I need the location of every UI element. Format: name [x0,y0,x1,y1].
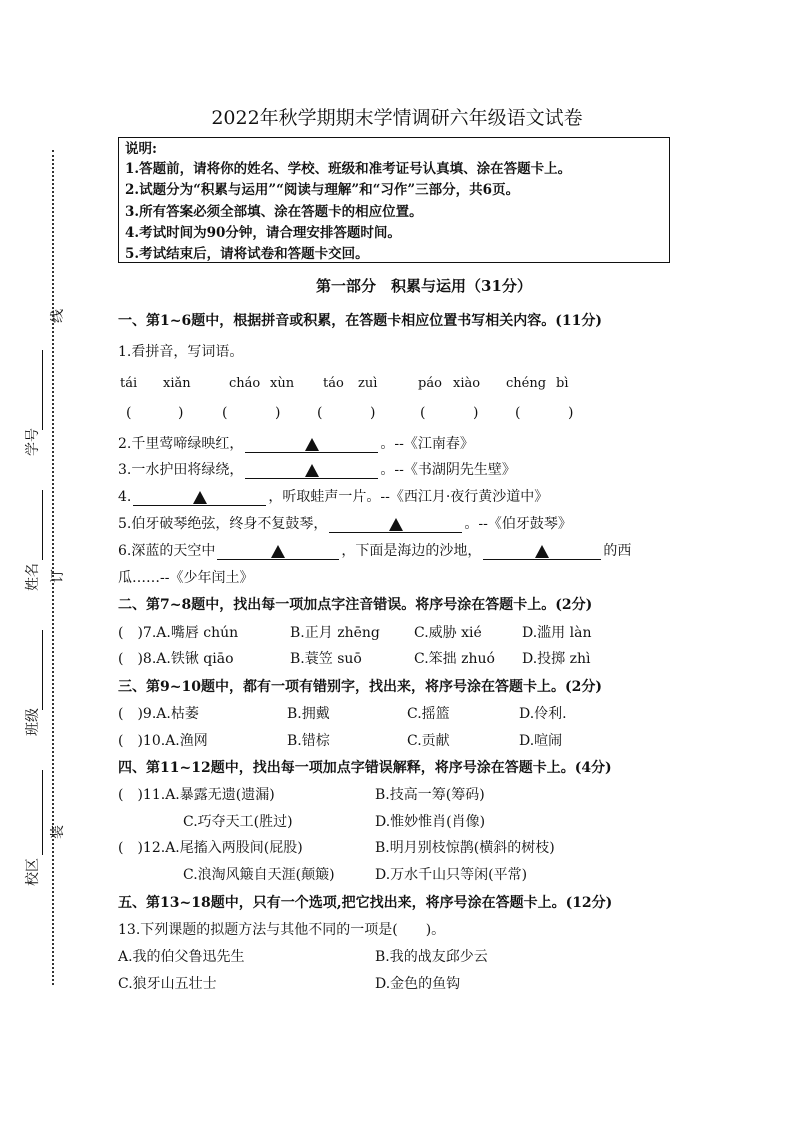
section-5-heading: 五、第13~18题中，只有一个选项,把它找出来，将序号涂在答题卡上。(12分) [118,895,613,911]
q13-option-a: A.我的伯父鲁迅先生 [118,949,245,965]
question-1: 1.看拼音，写词语。 [118,344,244,360]
instruction-item: 5.考试结束后，请将试卷和答题卡交回。 [125,246,369,262]
q10-option-c: C.贡献 [407,733,450,749]
class-underline [42,630,43,710]
q11-option-a: ( )11.A.暴露无遗(遗漏) [118,787,275,803]
answer-paren: ) [370,405,376,421]
answer-paren: ( [317,405,323,421]
section-4-heading: 四、第11~12题中，找出每一项加点字错误解释，将序号涂在答题卡上。(4分) [118,760,612,776]
instruction-item: 2.试题分为“积累与运用”“阅读与理解”和“习作”三部分，共6页。 [125,182,520,198]
q7-option-b: B.正月 zhēng [290,625,380,641]
question-4 [118,488,548,506]
triangle-icon [271,545,285,558]
pinyin: xiǎn [163,376,191,391]
section-3-heading: 三、第9~10题中，都有一项有错别字，找出来，将序号涂在答题卡上。(2分) [118,679,602,695]
student-id-label: 学号 [25,428,41,456]
q10-option-d: D.喧闹 [519,733,563,749]
q5-source: 。--《伯牙鼓琴》 [464,516,572,532]
section-1-heading: 一、第1~6题中，根据拼音或积累，在答题卡相应位置书写相关内容。(11分) [118,313,602,329]
answer-paren: ) [473,405,479,421]
q12-option-c: C.浪淘风簸自天涯(颠簸) [183,867,335,883]
answer-paren: ( [222,405,228,421]
pinyin: páo [418,376,442,391]
name-label: 姓名 [25,563,41,591]
pinyin: tái [120,376,138,391]
instruction-item: 1.答题前，请将你的姓名、学校、班级和准考证号认真填、涂在答题卡上。 [125,161,572,177]
question-5 [118,515,572,533]
binding-dotted-line [52,150,54,985]
pinyin: cháo [229,376,261,391]
q5-text: 5.伯牙破琴绝弦，终身不复鼓琴， [118,516,328,532]
pinyin: bì [556,376,569,391]
answer-paren: ( [126,405,132,421]
instruction-item: 4.考试时间为90分钟，请合理安排答题时间。 [125,225,401,241]
q11-option-d: D.惟妙惟肖(肖像) [375,814,486,830]
q10-option-a: ( )10.A.渔网 [118,733,208,749]
q11-option-b: B.技高一筹(筹码) [375,787,485,803]
question-2 [118,435,474,453]
q4-text: ，听取蛙声一片。--《西江月·夜行黄沙道中》 [268,489,549,505]
q8-option-c: C.笨拙 zhuó [414,651,495,667]
answer-blank [217,543,339,560]
answer-blank [133,489,266,506]
campus-label: 校区 [25,858,41,886]
campus-underline [42,770,43,855]
pinyin: táo [323,376,344,391]
instructions-box [118,137,670,263]
answer-blank [245,462,378,479]
pinyin: xùn [270,376,295,391]
instruction-item: 3.所有答案必须全部填、涂在答题卡的相应位置。 [125,204,423,220]
part-heading: 第一部分 积累与运用（31分） [316,277,532,295]
q9-option-b: B.拥戴 [287,706,330,722]
answer-paren: ) [568,405,574,421]
question-3 [118,461,516,479]
answer-paren: ) [178,405,184,421]
q7-option-c: C.威胁 xié [414,625,482,641]
q8-option-d: D.投掷 zhì [522,651,591,667]
q9-option-c: C.摇篮 [407,706,450,722]
page-title: 2022年秋学期期末学情调研六年级语文试卷 [211,107,583,129]
q4-number: 4. [118,489,132,505]
q13-option-d: D.金色的鱼钩 [375,976,461,992]
q3-source: 。--《书湖阴先生壁》 [380,462,516,478]
question-6 [118,542,631,560]
binding-mark-zhuang: 装 [50,825,66,839]
q8-option-b: B.蓑笠 suō [290,651,362,667]
q9-option-a: ( )9.A.枯萎 [118,706,199,722]
triangle-icon [193,491,207,504]
pinyin: chéng [506,376,547,391]
answer-paren: ( [420,405,426,421]
question-13: 13.下列课题的拟题方法与其他不同的一项是( )。 [118,922,446,938]
q7-option-a: ( )7.A.嘴唇 chún [118,625,239,641]
name-underline [42,490,43,560]
answer-paren: ) [275,405,281,421]
triangle-icon [305,438,319,451]
q12-option-a: ( )12.A.尾搐入两股间(屁股) [118,840,303,856]
binding-mark-xian: 线 [50,309,66,323]
q3-text: 3.一水护田将绿绕， [118,462,244,478]
instructions-heading: 说明: [125,141,157,157]
q6-text: 6.深蓝的天空中 [118,543,216,559]
q12-option-d: D.万水千山只等闲(平常) [375,867,528,883]
triangle-icon [535,545,549,558]
q10-option-b: B.错棕 [287,733,330,749]
answer-blank [245,436,378,453]
answer-blank [483,543,601,560]
q2-text: 2.千里莺啼绿映红， [118,436,244,452]
q2-source: 。--《江南春》 [380,436,474,452]
pinyin: xiào [453,376,481,391]
q8-option-a: ( )8.A.铁锹 qiāo [118,651,234,667]
q6-text: ，下面是海边的沙地， [341,543,482,559]
q7-option-d: D.滥用 làn [522,625,592,641]
pinyin: zuì [358,376,378,391]
class-label: 班级 [25,708,41,736]
triangle-icon [305,464,319,477]
binding-mark-ding: 订 [50,569,66,583]
question-6-cont: 瓜……--《少年闰土》 [118,570,254,586]
triangle-icon [389,518,403,531]
section-2-heading: 二、第7~8题中，找出每一项加点字注音错误。将序号涂在答题卡上。(2分) [118,597,593,613]
q11-option-c: C.巧夺天工(胜过) [183,814,293,830]
answer-paren: ( [515,405,521,421]
q13-option-c: C.狼牙山五壮士 [118,976,217,992]
answer-blank [329,516,462,533]
q13-option-b: B.我的战友邱少云 [375,949,488,965]
q6-text: 的西 [603,543,632,559]
q12-option-b: B.明月别枝惊鹊(横斜的树枝) [375,840,555,856]
q9-option-d: D.伶利. [519,706,567,722]
student-id-underline [42,350,43,430]
